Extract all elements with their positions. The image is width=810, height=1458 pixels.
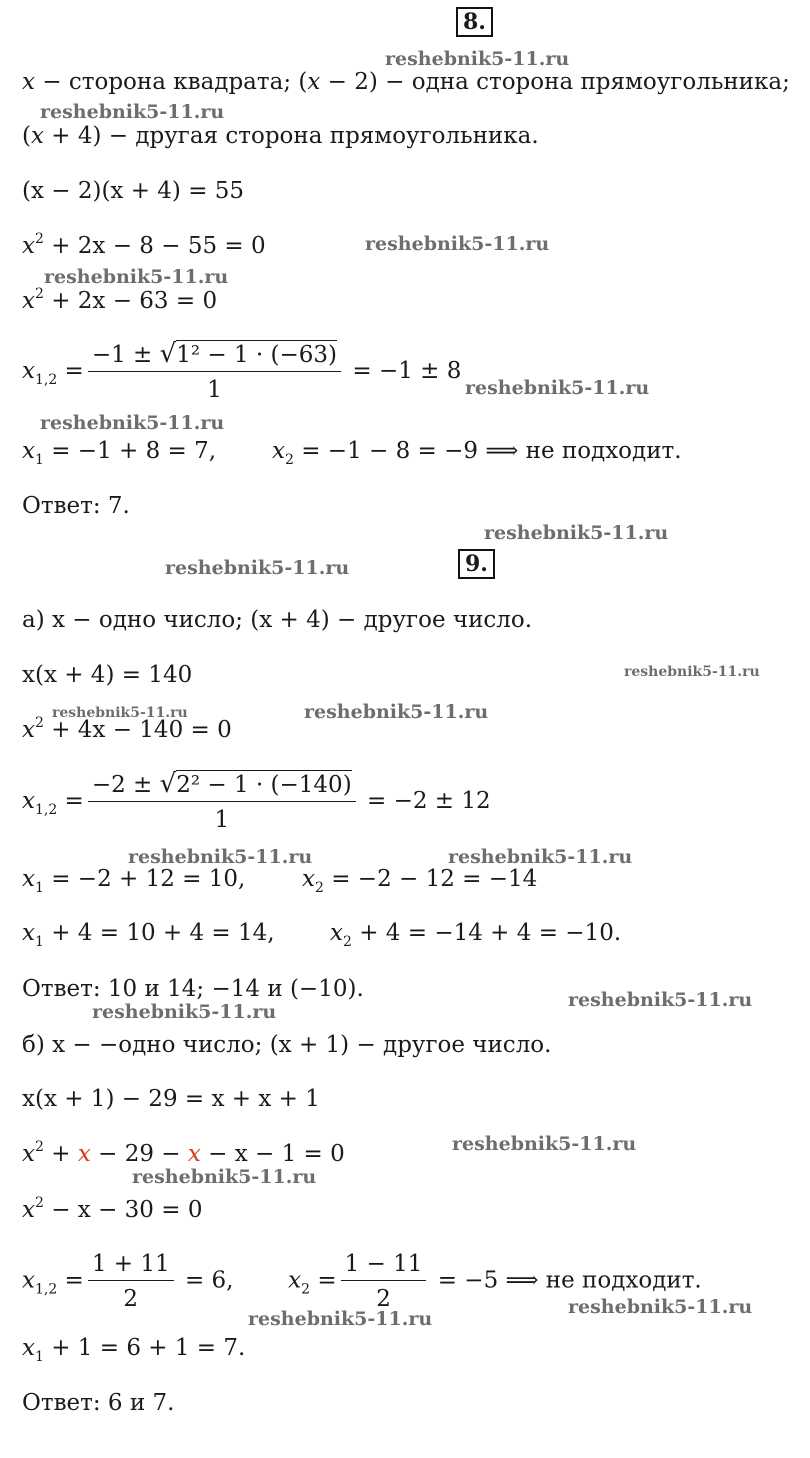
watermark: reshebnik5-11.ru xyxy=(40,412,225,434)
watermark: reshebnik5-11.ru xyxy=(248,1308,433,1330)
watermark: reshebnik5-11.ru xyxy=(165,557,350,579)
problem-9a-check1: $x_1 + 4 = 10 + 4 = 14$, xyxy=(22,920,275,950)
problem-8-line1: x − сторона квадрата; (x − 2) − одна сторона прямоугольника; xyxy=(22,69,790,95)
problem-9a-x1: $x_1 = -2 + 12 = 10$, xyxy=(22,866,246,896)
watermark: reshebnik5-11.ru xyxy=(624,664,760,680)
problem-8-x1: $x_1 = -1 + 8 = 7$, xyxy=(22,438,217,468)
problem-9b-answer: Ответ: 6 и 7. xyxy=(22,1390,175,1416)
watermark: reshebnik5-11.ru xyxy=(44,266,229,288)
problem-9b-check: $x_1 + 1 = 6 + 1 = 7$. xyxy=(22,1335,246,1365)
watermark: reshebnik5-11.ru xyxy=(52,705,188,721)
problem-9b-eq1: x(x + 1) − 29 = x + x + 1 xyxy=(22,1086,320,1112)
problem-9a-answer: Ответ: 10 и 14; −14 и (−10). xyxy=(22,976,364,1002)
problem-8-eq3: $x^2 + 2x - 63 = 0$ xyxy=(22,286,218,314)
watermark: reshebnik5-11.ru xyxy=(568,1296,753,1318)
problem-8-answer: Ответ: 7. xyxy=(22,493,130,519)
problem-9b-eq2: $x^2 + x - 29 - x - x - 1 = 0$ xyxy=(22,1139,345,1167)
problem-9a-eq2: $x^2 + 4x - 140 = 0$ xyxy=(22,715,232,743)
watermark: reshebnik5-11.ru xyxy=(304,701,489,723)
watermark: reshebnik5-11.ru xyxy=(365,233,550,255)
problem-9b-roots: $x_{1,2}$ = $\frac{1 + 11}{2}$ = 6, $x_2$ = $\frac{1 - 11}{2}$ = −5 ⟹ не подходит. xyxy=(22,1251,702,1312)
problem-9a-roots-formula: $x_{1,2}$ = $\frac{\text{−2 ± √2² − 1 · (−140)}}{1}$ = −2 ± 12 xyxy=(22,769,491,833)
problem-9a-x2: $x_2 = -2 - 12 = -14$ xyxy=(302,866,538,896)
watermark: reshebnik5-11.ru xyxy=(92,1001,277,1023)
problem-9b-intro: б) x − −одно число; (x + 1) − другое число. xyxy=(22,1032,552,1058)
watermark: reshebnik5-11.ru xyxy=(40,101,225,123)
watermark: reshebnik5-11.ru xyxy=(448,846,633,868)
problem-8-number: 8. xyxy=(456,7,493,37)
problem-8-eq1: (x − 2)(x + 4) = 55 xyxy=(22,178,245,204)
watermark: reshebnik5-11.ru xyxy=(128,846,313,868)
watermark: reshebnik5-11.ru xyxy=(484,522,669,544)
problem-9a-intro: а) x − одно число; (x + 4) − другое число. xyxy=(22,607,533,633)
watermark: reshebnik5-11.ru xyxy=(465,377,650,399)
problem-8-x2: $x_2 = -1 - 8 = -9$ ⟹ не подходит. xyxy=(272,438,682,468)
problem-8-eq2: $x^2 + 2x - 8 - 55 = 0$ xyxy=(22,231,266,259)
watermark: reshebnik5-11.ru xyxy=(568,989,753,1011)
problem-9-number: 9. xyxy=(458,549,495,579)
problem-9a-check2: $x_2 + 4 = -14 + 4 = -10$. xyxy=(330,920,622,950)
problem-9a-eq1: x(x + 4) = 140 xyxy=(22,662,193,688)
watermark: reshebnik5-11.ru xyxy=(132,1166,317,1188)
watermark: reshebnik5-11.ru xyxy=(452,1133,637,1155)
problem-8-roots-formula: $x_{1,2}$ = $\frac{\text{−1 ± √1² − 1 · (−63)}}{1}$ = −1 ± 8 xyxy=(22,339,462,403)
watermark: reshebnik5-11.ru xyxy=(385,48,570,70)
problem-9b-eq3: $x^2 - x - 30 = 0$ xyxy=(22,1195,203,1223)
problem-8-line2: (x + 4) − другая сторона прямоугольника. xyxy=(22,123,539,149)
